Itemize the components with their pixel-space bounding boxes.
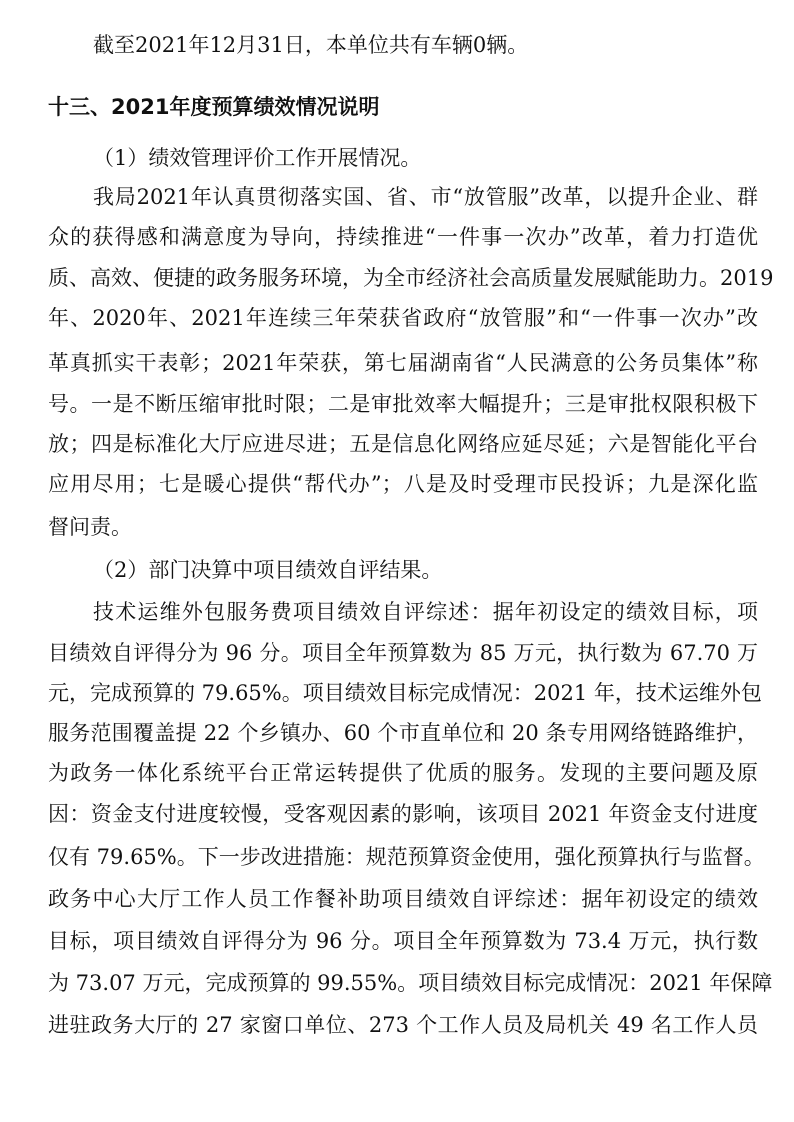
paragraph-line: 我局2021年认真贯彻落实国、省、市“放管服”改革，以提升企业、群 <box>93 185 758 209</box>
paragraph-line: 因：资金支付进度较慢，受客观因素的影响，该项目 2021 年资金支付进度 <box>48 802 758 826</box>
paragraph-line: 政务中心大厅工作人员工作餐补助项目绩效自评综述：据年初设定的绩效 <box>48 887 758 911</box>
paragraph-line: 进驻政务大厅的 27 家窗口单位、273 个工作人员及局机关 49 名工作人员 <box>48 1013 758 1037</box>
paragraph-line: 革真抓实干表彰；2021年荣获，第七届湖南省“人民满意的公务员集体”称 <box>48 351 758 375</box>
section-heading: 十三、2021年度预算绩效情况说明 <box>48 95 380 119</box>
subsection-heading-2: （2）部门决算中项目绩效自评结果。 <box>93 558 443 582</box>
paragraph-line: 为政务一体化系统平台正常运转提供了优质的服务。发现的主要问题及原 <box>48 761 758 785</box>
paragraph-line: 元，完成预算的 79.65%。项目绩效目标完成情况：2021 年，技术运维外包 <box>48 681 762 705</box>
paragraph-line: 年、2020年、2021年连续三年荣获省政府“放管服”和“一件事一次办”改 <box>48 306 758 330</box>
vehicle-statement: 截至2021年12月31日，本单位共有车辆0辆。 <box>93 33 529 57</box>
paragraph-line: 质、高效、便捷的政务服务环境，为全市经济社会高质量发展赋能助力。2019 <box>48 266 774 290</box>
paragraph-line: 服务范围覆盖提 22 个乡镇办、60 个市直单位和 20 条专用网络链路维护， <box>48 721 758 745</box>
paragraph-line: 仅有 79.65%。下一步改进措施：规范预算资金使用，强化预算执行与监督。 <box>48 845 765 869</box>
paragraph-line: 技术运维外包服务费项目绩效自评综述：据年初设定的绩效目标，项 <box>93 600 758 624</box>
paragraph-line: 放；四是标准化大厅应进尽进；五是信息化网络应延尽延；六是智能化平台 <box>48 432 758 456</box>
paragraph-line: 目标，项目绩效自评得分为 96 分。项目全年预算数为 73.4 万元，执行数 <box>48 929 758 953</box>
paragraph-line: 应用尽用；七是暖心提供“帮代办”；八是及时受理市民投诉；九是深化监 <box>48 472 758 496</box>
subsection-heading-1: （1）绩效管理评价工作开展情况。 <box>93 146 422 170</box>
paragraph-line: 号。一是不断压缩审批时限；二是审批效率大幅提升；三是审批权限积极下 <box>48 392 758 416</box>
paragraph-line: 目绩效自评得分为 96 分。项目全年预算数为 85 万元，执行数为 67.70 万 <box>48 641 758 665</box>
paragraph-line: 督问责。 <box>48 515 132 539</box>
paragraph-line: 为 73.07 万元，完成预算的 99.55%。项目绩效目标完成情况：2021 年保障 <box>48 971 773 995</box>
paragraph-line: 众的获得感和满意度为导向，持续推进“一件事一次办”改革，着力打造优 <box>48 225 758 249</box>
